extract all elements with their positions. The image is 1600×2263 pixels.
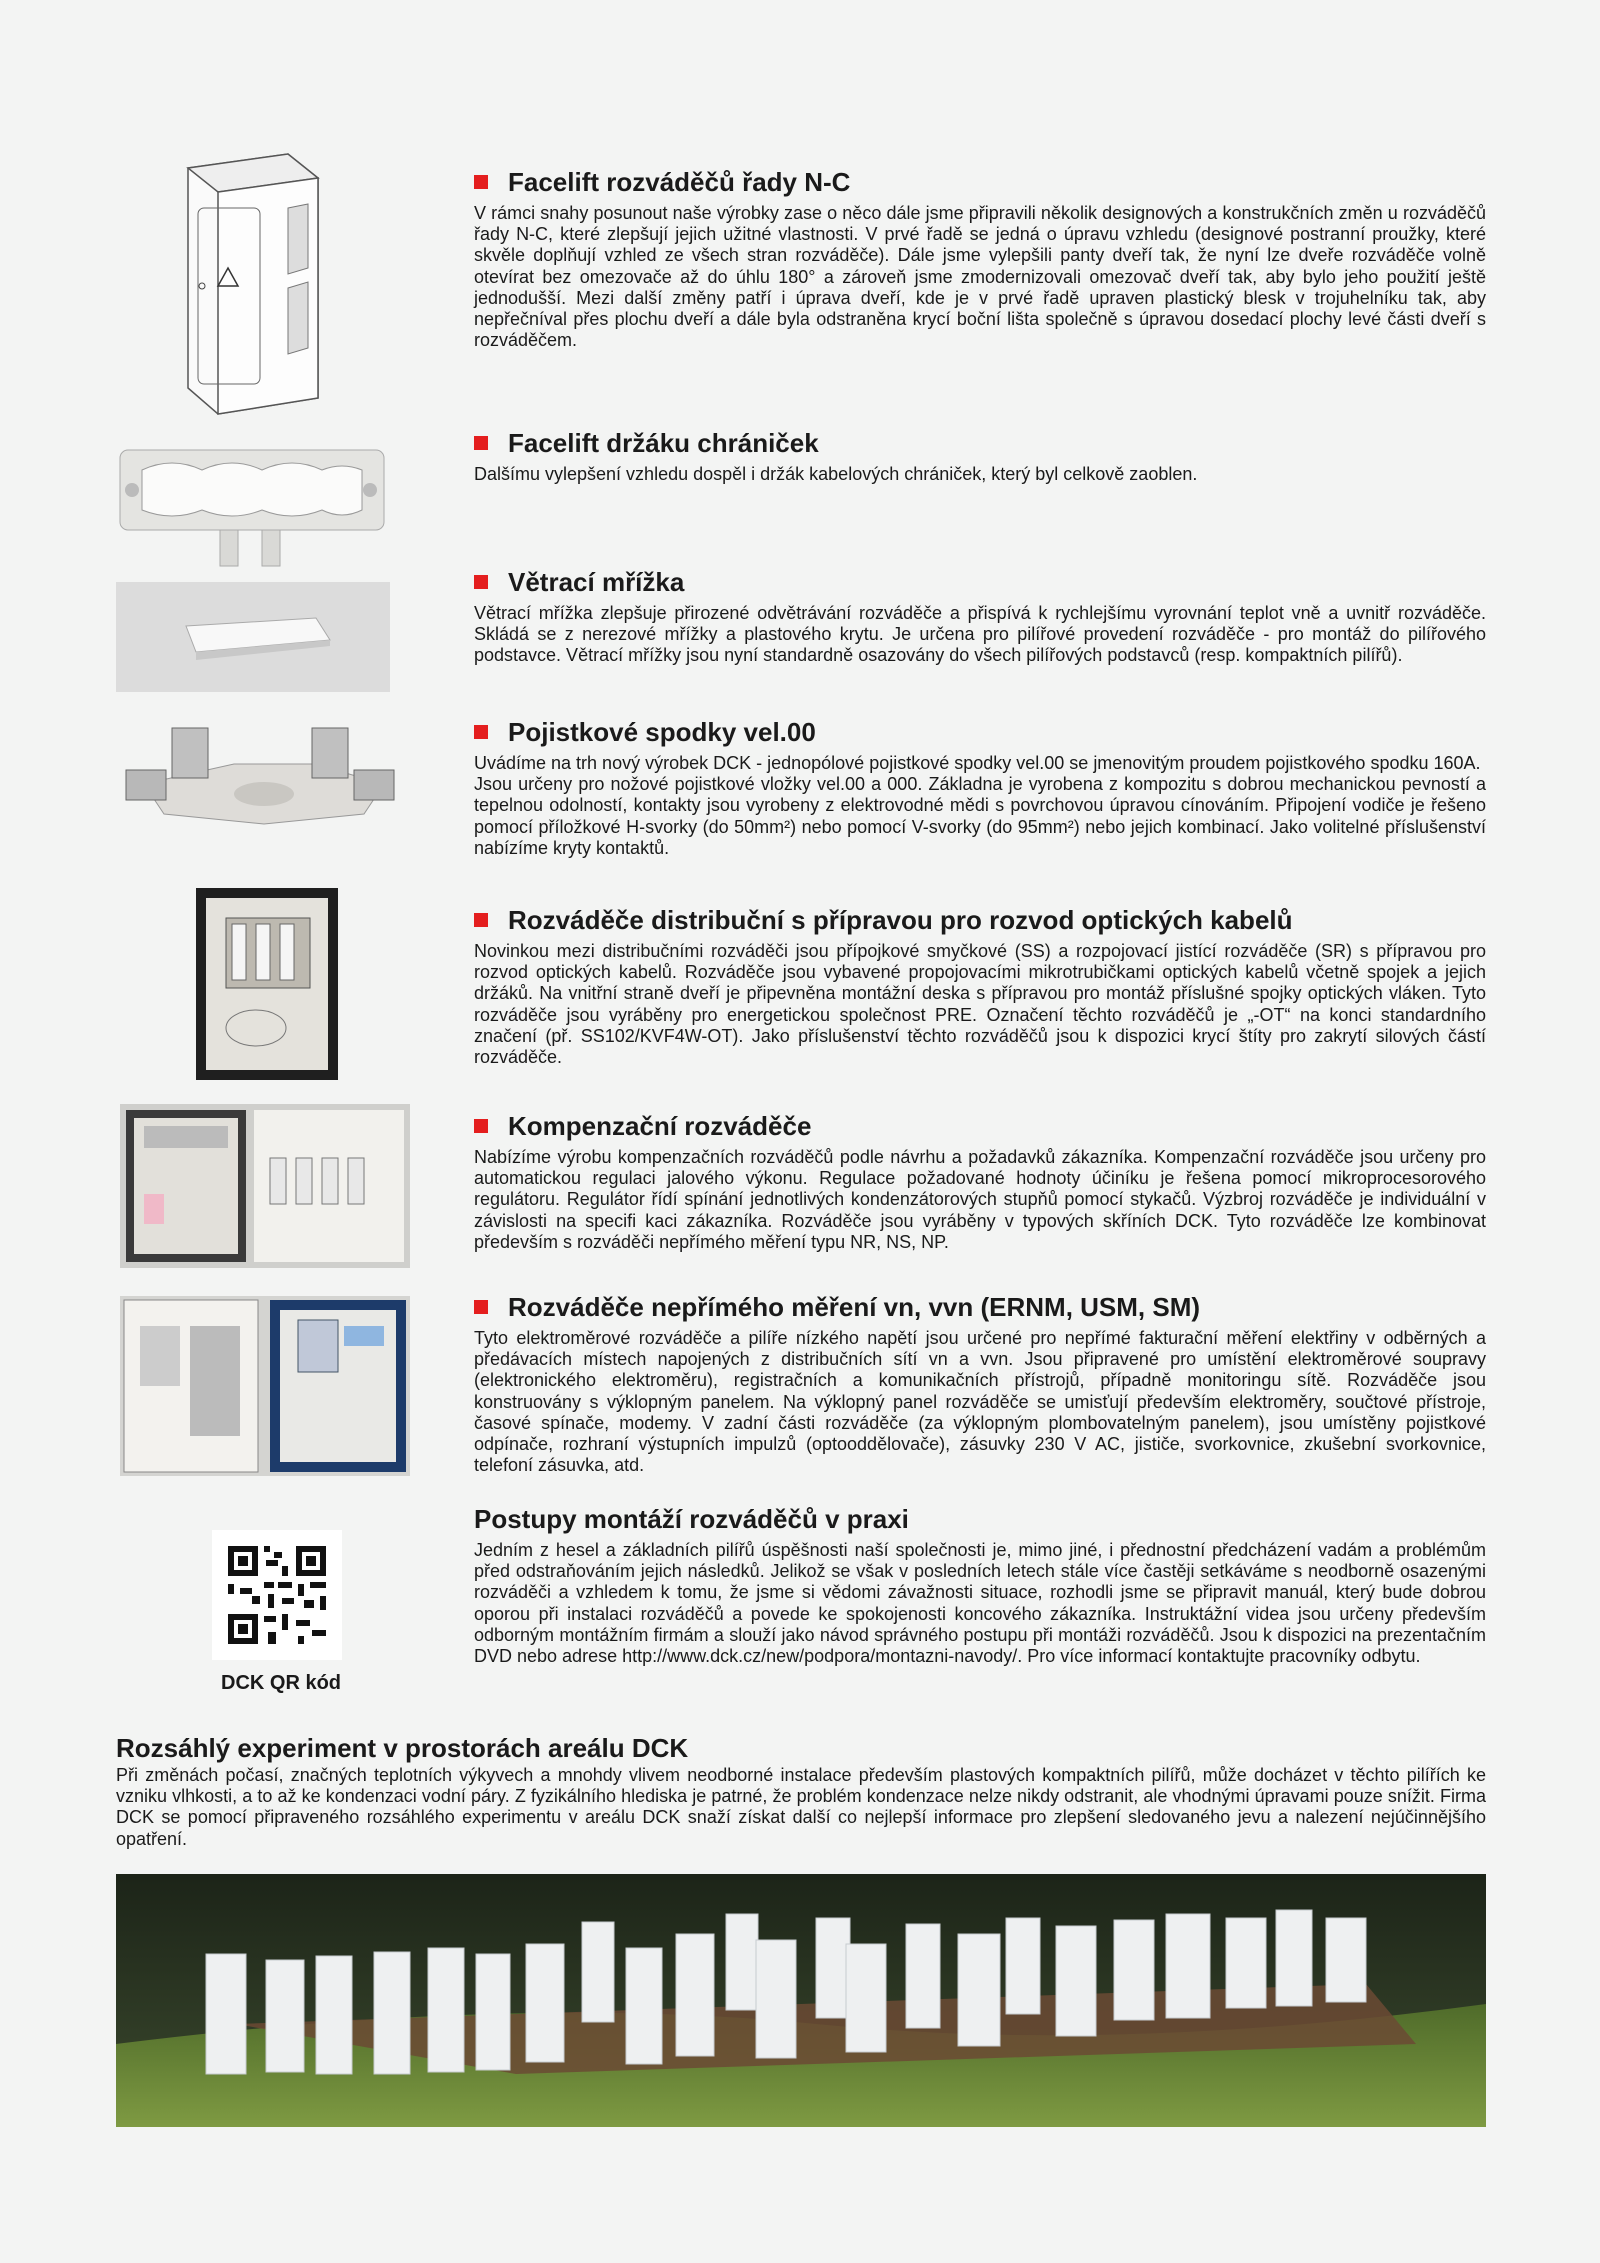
bullet-icon [474, 1119, 488, 1133]
section-heading [474, 567, 1486, 597]
bullet-icon [474, 575, 488, 589]
indirect-metering-image [120, 1296, 410, 1476]
section-heading [474, 717, 1486, 747]
section-installation-guides [474, 1504, 1486, 1667]
section-fuse-bases [474, 717, 1486, 859]
experiment-photo [116, 1874, 1486, 2127]
fuse-base-image [114, 714, 406, 846]
vent-grille-image [116, 582, 390, 692]
section-heading [474, 1292, 1486, 1322]
bullet-icon [474, 1300, 488, 1314]
duct-holder-image [112, 430, 392, 570]
section-heading [474, 428, 1486, 458]
section-title: Kompenzační rozváděče [508, 1111, 812, 1141]
section-body: Jedním z hesel a základních pilířů úspěšnosti naší společnosti je, mimo jiné, i přednostní předcházení vadám a problémům před odstraňováním jejich následků. Jelikož se však v posledních letech stále více častěji setkáváme s neodborně osazenými rozváděči a vzhledem k tomu, že jsme si vědomi závažnosti situace, rozhodli jsme se připravit manuál, který bude dobrou oporou při instalaci rozváděčů a povede ke spokojenosti koncového zákazníka. Instruktážní videa jsou určeny především odborným montážním firmám a slouží jako návod správného postupu při montáži rozváděčů. Jsou k dispozici na prezentačním DVD nebo adrese http://www.dck.cz/new/podpora/montazni-navody/. Pro více informací kontaktujte pracovníky odbytu. [474, 1540, 1486, 1667]
section-body: Novinkou mezi distribučními rozváděči jsou přípojkové smyčkové (SS) a rozpojovací jistící rozváděče (SR) s přípravou pro rozvod optických kabelů. Rozváděče jsou vybavené propojovacími mikrotrubičkami optických kabelů včetně spojek a jejich držáků. Na vnitřní straně dveří je připevněna montážní deska s přípravou pro montáž příslušné spojky optických vláken. Tyto rozváděče jsou vyráběny pro energetickou společnost PRE. Označení těchto rozváděčů je „-OT“ na konci standardního značení (př. SS102/KVF4W-OT). Jako příslušenství těchto rozváděčů jsou k dispozici krycí štíty pro zakrytí silových částí rozváděče. [474, 941, 1486, 1068]
section-indirect-metering [474, 1292, 1486, 1476]
section-nc-facelift [474, 167, 1486, 351]
section-optical [474, 905, 1486, 1068]
section-body: Větrací mřížka zlepšuje přirozené odvětrávání rozváděče a přispívá k rychlejšímu vyrovnání teplot vně a uvnitř rozváděče. Skládá se z nerezové mřížky a plastového krytu. Je určena pro pilířové provedení rozváděče - pro montáž do pilířového podstavce. Větrací mřížky jsou nyní standardně osazovány do všech pilířových podstavců (resp. kompaktních pilířů). [474, 603, 1486, 666]
section-experiment [116, 1733, 1486, 1850]
cabinet-nc-image [168, 148, 330, 418]
section-body: Při změnách počasí, značných teplotních výkyvech a mnohdy vlivem neodborné instalace především plastových kompaktních pilířů, může docházet v těchto pilířích ke vzniku vlhkosti, a to až ke kondenzaci vodní páry. Z fyzikálního hlediska je patrné, že problém kondenzace nelze nikdy odstranit, ale vhodnými úpravami pouze snížit. Firma DCK se pomocí připraveného rozsáhlého experimentu v areálu DCK snaží získat další co nejlepší informace pro zlepšení sledovaného jevu a nalezení nejúčinnějšího opatření. [116, 1765, 1486, 1849]
section-title: Rozsáhlý experiment v prostorách areálu DCK [116, 1733, 689, 1763]
bullet-icon [474, 913, 488, 927]
bullet-icon [474, 436, 488, 450]
section-vent-grille [474, 567, 1486, 667]
qr-label: DCK QR kód [221, 1672, 341, 1694]
section-heading [474, 1111, 1486, 1141]
section-title: Rozváděče distribuční s přípravou pro rozvod optických kabelů [508, 905, 1293, 935]
section-title: Facelift držáku chrániček [508, 428, 819, 458]
section-body: V rámci snahy posunout naše výrobky zase o něco dále jsme připravili několik designových a konstrukčních změn u rozváděčů řady N-C, které zlepšují jejich užitné vlastnosti. V prvé řadě se jedná o úpravu vzhledu (designové postranní proužky, které skvěle doplňují vzhled ze všech stran rozváděče). Dále jsme vylepšili panty dveří tak, že nyní lze dveře rozváděče volně otevírat bez omezovače až do úhlu 180° a zároveň jsme zmodernizovali omezovač dveří tak, aby bylo jeho použití ještě jednodušší. Mezi další změny patří i úprava dveří, kde je v prvé řadě upraven plastický blesk v trojuhelníku tak, aby nepřečníval přes plochu dveří a dále byla odstraněna krycí boční lišta společně s úpravou dosedací plochy levé části dveří s rozváděčem. [474, 203, 1486, 351]
section-heading [474, 905, 1486, 935]
section-title: Facelift rozváděčů řady N-C [508, 167, 851, 197]
section-body: Uvádíme na trh nový výrobek DCK - jednopólové pojistkové spodky vel.00 se jmenovitým proudem pojistkového spodku 160A. Jsou určeny pro nožové pojistkové vložky vel.00 a 000. Základna je vyrobena z kompozitu s dobrou mechanickou pevností a tepelnou odolností, kontakty jsou vyrobeny z elektrovodné mědi s povrchovou úpravou cínováním. Připojení vodiče je řešeno pomocí příložkové H-svorky (do 50mm²) nebo pomocí V-svorky (do 95mm²) nebo jejich kombinací. Jako volitelné příslušenství nabízíme kryty kontaktů. [474, 753, 1486, 858]
section-body: Dalšímu vylepšení vzhledu dospěl i držák kabelových chrániček, který byl celkově zaoblen. [474, 464, 1198, 484]
bullet-icon [474, 175, 488, 189]
section-title: Rozváděče nepřímého měření vn, vvn (ERNM, USM, SM) [508, 1292, 1201, 1322]
section-compensation [474, 1111, 1486, 1253]
qr-code[interactable] [212, 1530, 342, 1660]
optical-cabinet-image [196, 888, 338, 1080]
bullet-icon [474, 725, 488, 739]
section-title: Větrací mřížka [508, 567, 685, 597]
section-title: Pojistkové spodky vel.00 [508, 717, 816, 747]
section-heading [474, 167, 1486, 197]
section-duct-holder [474, 428, 1486, 485]
compensation-cabinet-image [120, 1104, 410, 1268]
section-title: Postupy montáží rozváděčů v praxi [474, 1504, 909, 1534]
section-body: Tyto elektroměrové rozváděče a pilíře nízkého napětí jsou určené pro nepřímé fakturační měření elektřiny v odběrných a předávacích místech napojených z distribučních sítí vn a vvn. Jsou připravené pro umístění elektroměrové soupravy (elektronického elektroměru), registračních a komunikačních přístrojů, případně monitoringu sítě. Rozváděče jsou konstruovány s výklopným panelem. Na výklopný panel rozváděče se umisťují především elektroměry, součtové přístroje, časové spínače, modemy. V zadní části rozváděče (za výklopným plombovatelným panelem), jsou umístěny pojistkové odpínače, rozhraní výstupních impulzů (optooddělovače), zásuvky 230 V AC, jističe, svorkovnice, zkušební svorkovnice, telefoní zásuvka, atd. [474, 1328, 1486, 1476]
section-body: Nabízíme výrobu kompenzačních rozváděčů podle návrhu a požadavků zákazníka. Kompenzační rozváděče jsou určeny pro automatickou regulaci jalového výkonu. Regulace požadované hodnoty účiníku je řešena pomocí mikroprocesorového regulátoru. Regulátor řídí spínání jednotlivých kondenzátorových stupňů pomocí stykačů. Výzbroj rozváděče je individuální v závislosti na specifi kaci zákazníka. Rozváděče jsou vyráběny v typových skříních DCK. Tyto rozváděče lze kombinovat především s rozváděči nepřímého měření typu NR, NS, NP. [474, 1147, 1486, 1252]
